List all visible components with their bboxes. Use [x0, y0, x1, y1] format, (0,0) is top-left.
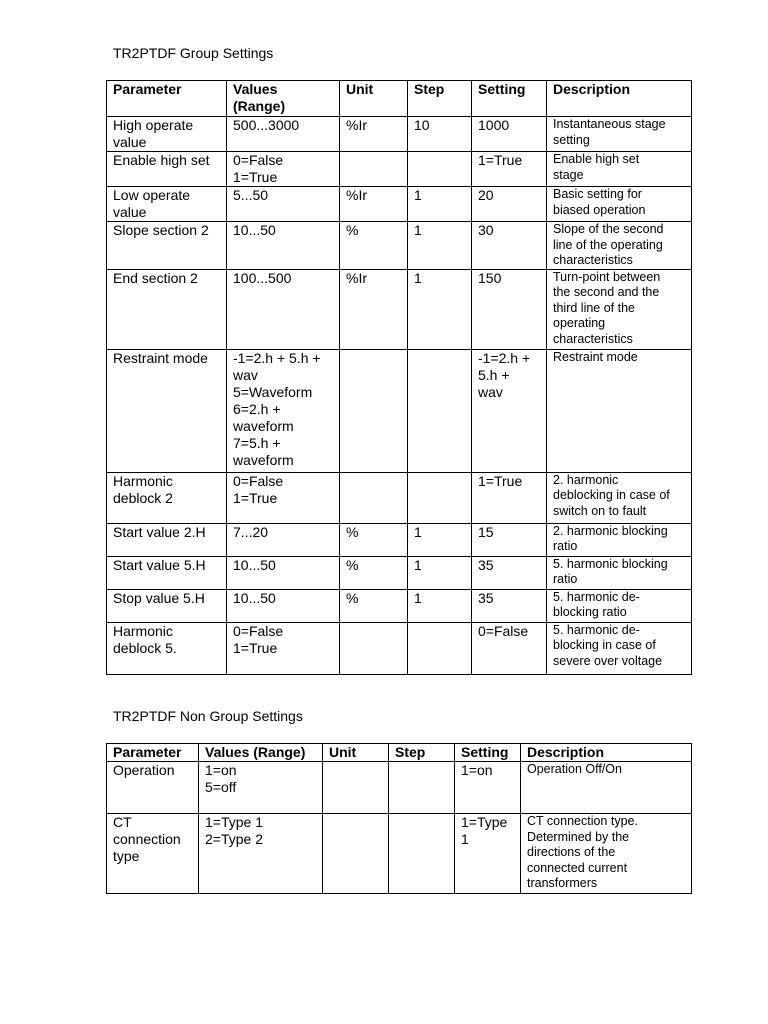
table-cell [340, 472, 408, 523]
column-header: Values (Range) [199, 744, 323, 762]
table-cell: 1 [408, 556, 472, 589]
table-cell: Stop value 5.H [107, 589, 227, 622]
table-row [107, 152, 692, 187]
table-cell: 1=True [472, 152, 547, 187]
table-cell: % [340, 222, 408, 270]
table-row [107, 222, 692, 270]
table-cell: Slope of the second line of the operating characteristics [547, 222, 692, 270]
table-cell: Start value 5.H [107, 556, 227, 589]
column-header: Parameter [107, 744, 199, 762]
table-cell: %Ir [340, 187, 408, 222]
table-cell: Instantaneous stage setting [547, 117, 692, 152]
table-cell: Turn-point between the second and the third line of the operating characteristics [547, 269, 692, 349]
table-cell: 30 [472, 222, 547, 270]
group-settings-table [106, 80, 692, 675]
nongroup-settings-table [106, 743, 692, 894]
table-cell [408, 349, 472, 472]
table-cell: 15 [472, 523, 547, 556]
table-row [107, 269, 692, 349]
table-cell: -1=2.h + 5.h + wav [472, 349, 547, 472]
table-row [107, 814, 692, 894]
table-cell [323, 814, 389, 894]
table-cell: Harmonic deblock 2 [107, 472, 227, 523]
table-cell: % [340, 589, 408, 622]
table-cell: 1=on 5=off [199, 762, 323, 814]
table-cell: % [340, 556, 408, 589]
nongroup-settings-title: TR2PTDF Non Group Settings [113, 708, 303, 724]
table-cell [408, 472, 472, 523]
table-cell: Restraint mode [547, 349, 692, 472]
table-cell: 35 [472, 556, 547, 589]
table-cell: 2. harmonic deblocking in case of switch on to fault [547, 472, 692, 523]
table-cell: 100...500 [227, 269, 340, 349]
table-cell: Basic setting for biased operation [547, 187, 692, 222]
table-cell [408, 622, 472, 674]
table-cell: 0=False [472, 622, 547, 674]
table-cell: %Ir [340, 269, 408, 349]
column-header: Setting [455, 744, 521, 762]
table-row [107, 187, 692, 222]
table-cell: Harmonic deblock 5. [107, 622, 227, 674]
table-cell: 5...50 [227, 187, 340, 222]
table-cell: 500...3000 [227, 117, 340, 152]
column-header: Step [389, 744, 455, 762]
table-cell: Operation Off/On [521, 762, 692, 814]
table-cell [340, 349, 408, 472]
table-row [107, 472, 692, 523]
table-cell [389, 814, 455, 894]
table-cell: Low operate value [107, 187, 227, 222]
table-cell: 5. harmonic de- blocking ratio [547, 589, 692, 622]
table-cell: % [340, 523, 408, 556]
table-cell [408, 152, 472, 187]
table-cell: 1=Type 1 2=Type 2 [199, 814, 323, 894]
group-settings-title: TR2PTDF Group Settings [113, 45, 274, 61]
table-cell [323, 762, 389, 814]
table-cell: Slope section 2 [107, 222, 227, 270]
table-cell: 1000 [472, 117, 547, 152]
table-cell: 1 [408, 269, 472, 349]
table-cell: 0=False 1=True [227, 152, 340, 187]
table-cell: 1=on [455, 762, 521, 814]
column-header: Step [408, 81, 472, 117]
table-cell: -1=2.h + 5.h + wav 5=Waveform 6=2.h + waveform 7=5.h + waveform [227, 349, 340, 472]
column-header: Unit [323, 744, 389, 762]
table-cell: Start value 2.H [107, 523, 227, 556]
table-cell: 7...20 [227, 523, 340, 556]
column-header: Parameter [107, 81, 227, 117]
table-cell: CT connection type [107, 814, 199, 894]
table-cell: Restraint mode [107, 349, 227, 472]
table-cell: 20 [472, 187, 547, 222]
column-header: Setting [472, 81, 547, 117]
table-row [107, 523, 692, 556]
table-cell: 1 [408, 222, 472, 270]
table-row [107, 589, 692, 622]
table-cell [340, 622, 408, 674]
table-cell: 5. harmonic de- blocking in case of severe over voltage [547, 622, 692, 674]
table-cell: %Ir [340, 117, 408, 152]
table-cell: 150 [472, 269, 547, 349]
table-cell: Enable high set stage [547, 152, 692, 187]
table-cell: 35 [472, 589, 547, 622]
table-cell: 10...50 [227, 589, 340, 622]
table-row [107, 762, 692, 814]
table-cell: CT connection type. Determined by the directions of the connected current transformers [521, 814, 692, 894]
table-cell: 1 [408, 589, 472, 622]
header-row [107, 81, 692, 117]
table-cell: 1=True [472, 472, 547, 523]
header-row [107, 744, 692, 762]
table-cell: 0=False 1=True [227, 472, 340, 523]
table-cell: Enable high set [107, 152, 227, 187]
table-cell: 1 [408, 187, 472, 222]
column-header: Description [547, 81, 692, 117]
table-cell: 10...50 [227, 222, 340, 270]
table-row [107, 349, 692, 472]
table-cell [340, 152, 408, 187]
table-cell: Operation [107, 762, 199, 814]
column-header: Values (Range) [227, 81, 340, 117]
table-cell: 5. harmonic blocking ratio [547, 556, 692, 589]
table-cell: 2. harmonic blocking ratio [547, 523, 692, 556]
table-row [107, 556, 692, 589]
table-cell: 1 [408, 523, 472, 556]
table-row [107, 622, 692, 674]
table-cell: 0=False 1=True [227, 622, 340, 674]
table-cell: End section 2 [107, 269, 227, 349]
table-cell: 10...50 [227, 556, 340, 589]
column-header: Unit [340, 81, 408, 117]
table-cell: High operate value [107, 117, 227, 152]
table-cell [389, 762, 455, 814]
table-row [107, 117, 692, 152]
table-cell: 10 [408, 117, 472, 152]
table-cell: 1=Type 1 [455, 814, 521, 894]
column-header: Description [521, 744, 692, 762]
